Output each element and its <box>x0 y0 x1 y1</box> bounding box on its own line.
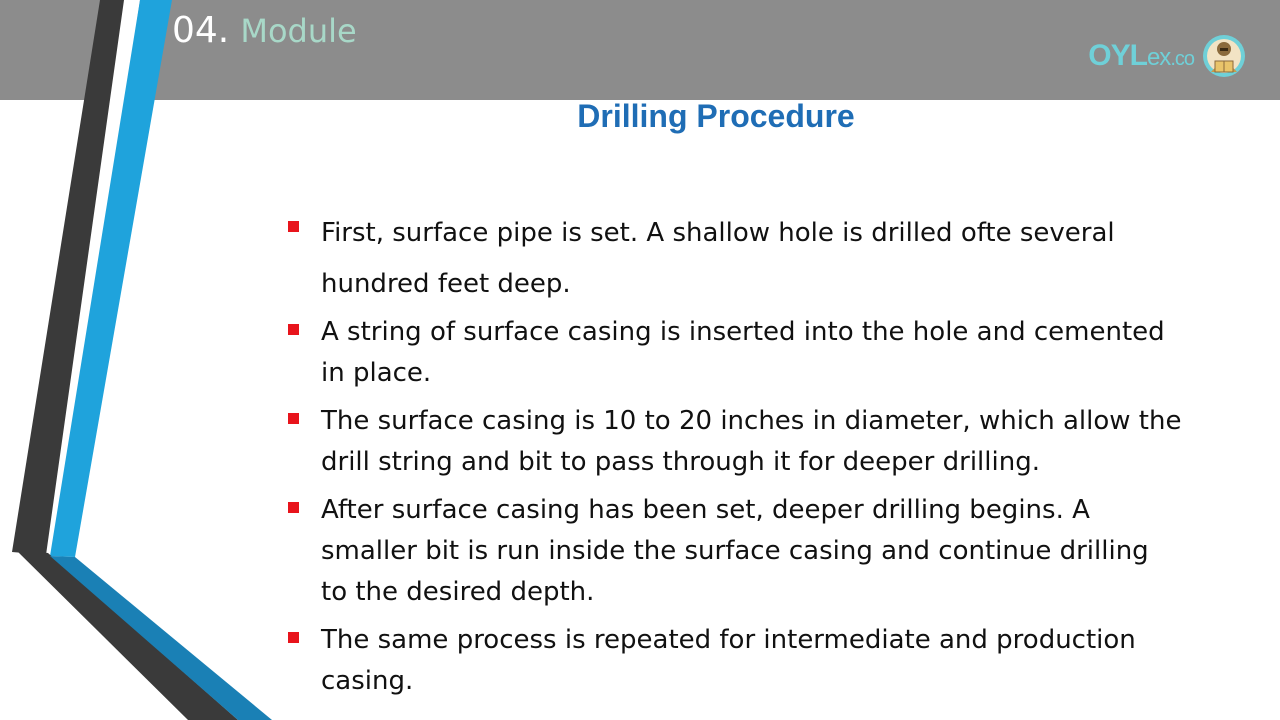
reader-avatar-icon <box>1202 34 1246 78</box>
bullet-text: The same process is repeated for intermediate and production casing. <box>321 625 1136 696</box>
module-title: Module <box>240 12 357 50</box>
module-number: 04. <box>172 10 230 51</box>
red-square-bullet-icon <box>288 413 299 424</box>
logo-main: OYL <box>1088 39 1147 72</box>
brand-logo <box>1088 34 1246 78</box>
bullet-item <box>283 208 1183 310</box>
red-square-bullet-icon <box>288 632 299 643</box>
slide-title: Drilling Procedure <box>577 98 855 134</box>
module-label <box>172 10 357 51</box>
logo-text <box>1088 39 1194 73</box>
bullet-item <box>283 620 1183 702</box>
bullet-text: After surface casing has been set, deeper drilling begins. A smaller bit is run inside the surface casing and continue drilling to the desired depth. <box>321 495 1149 607</box>
bullet-list <box>283 208 1183 709</box>
logo-suffix: .co <box>1170 48 1194 70</box>
bullet-item <box>283 490 1183 613</box>
red-square-bullet-icon <box>288 324 299 335</box>
red-square-bullet-icon <box>288 221 299 232</box>
red-square-bullet-icon <box>288 502 299 513</box>
bullet-text: The surface casing is 10 to 20 inches in diameter, which allow the drill string and bit to pass through it for deeper drilling. <box>321 406 1182 477</box>
bullet-item <box>283 312 1183 394</box>
bullet-text: First, surface pipe is set. A shallow hole is drilled ofte several hundred feet deep. <box>321 218 1115 299</box>
bullet-text: A string of surface casing is inserted into the hole and cemented in place. <box>321 317 1165 388</box>
bullet-item <box>283 401 1183 483</box>
logo-mid: ex <box>1146 44 1171 71</box>
